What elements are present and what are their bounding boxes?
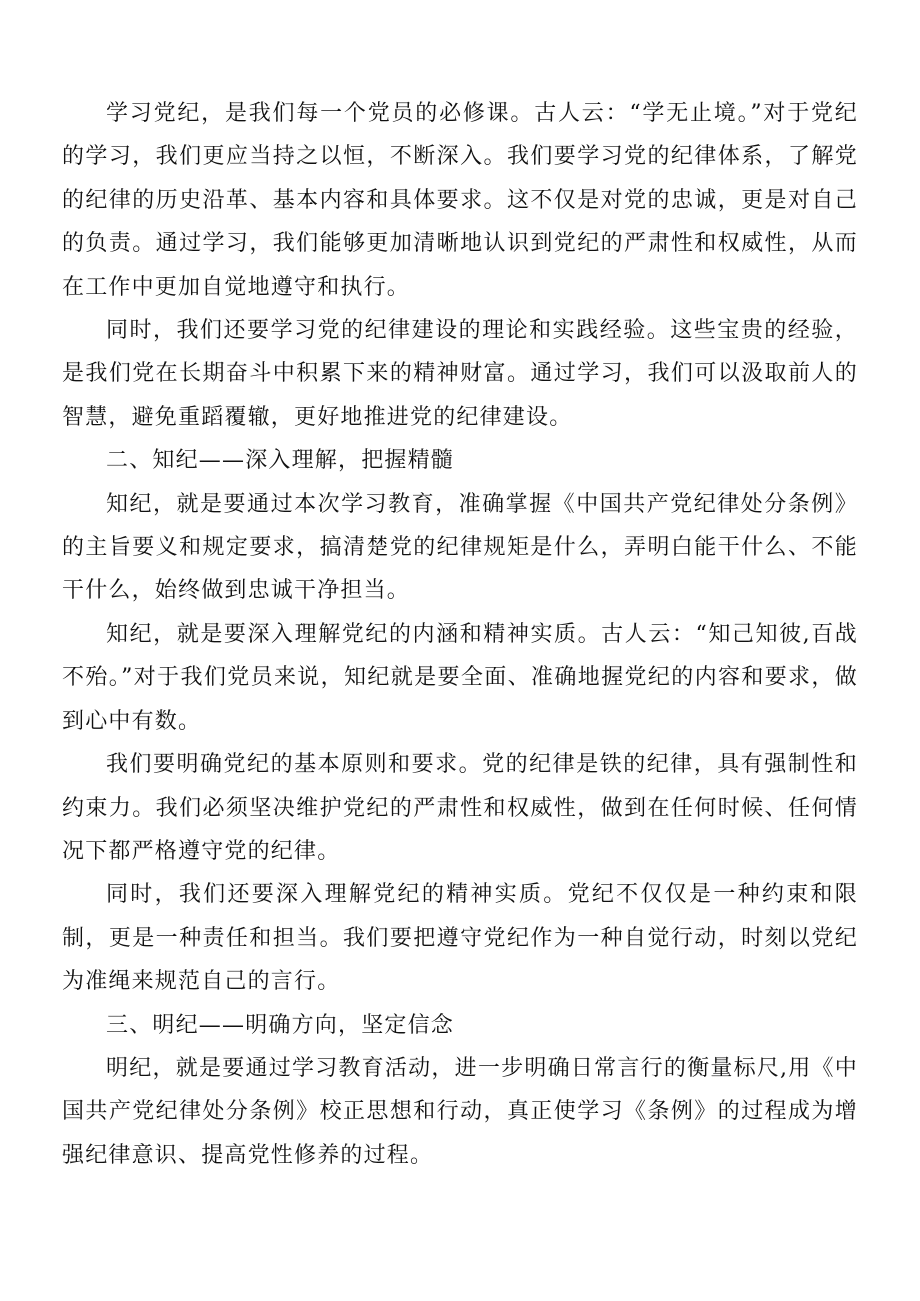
paragraph-know-discipline-regulations: 知纪，就是要通过本次学习教育，准确掌握《中国共产党纪律处分条例》的主旨要义和规定要求，搞清楚党的纪律规矩是什么，弄明白能干什么、不能干什么，始终做到忠诚干净担当。 bbox=[62, 491, 858, 604]
section-heading-clarify-discipline: 三、明纪——明确方向，坚定信念 bbox=[106, 1012, 455, 1038]
paragraph-discipline-experience: 同时，我们还要学习党的纪律建设的理论和实践经验。这些宝贵的经验，是我们党在长期奋斗中积累下来的精神财富。通过学习，我们可以汲取前人的智慧，避免重蹈覆辙，更好地推进党的纪律建设。 bbox=[62, 318, 858, 430]
paragraph-study-party-discipline: 学习党纪，是我们每一个党员的必修课。古人云：“学无止境。”对于党纪的学习，我们更应当持之以恒，不断深入。我们要学习党的纪律体系，了解党的纪律的历史沿革、基本内容和具体要求。这不仅是对党的忠诚，更是对自己的负责。通过学习，我们能够更加清晰地认识到党纪的严肃性和权威性，从而在工作中更加自觉地遵守和执行。 bbox=[62, 101, 858, 300]
paragraph-know-discipline-essence: 知纪，就是要深入理解党纪的内涵和精神实质。古人云：“知己知彼,百战不殆。”对于我们党员来说，知纪就是要全面、准确地握党纪的内容和要求，做到心中有数。 bbox=[62, 621, 858, 734]
paragraph-basic-principles: 我们要明确党纪的基本原则和要求。党的纪律是铁的纪律，具有强制性和约束力。我们必须坚决维护党纪的严肃性和权威性，做到在任何时候、任何情况下都严格遵守党的纪律。 bbox=[62, 752, 858, 864]
paragraph-clarify-discipline: 明纪，就是要通过学习教育活动，进一步明确日常言行的衡量标尺,用《中国共产党纪律处分条例》校正思想和行动，真正使学习《条例》的过程成为增强纪律意识、提高党性修养的过程。 bbox=[62, 1055, 858, 1168]
section-heading-know-discipline: 二、知纪——深入理解，把握精髓 bbox=[106, 448, 455, 474]
paragraph-spiritual-essence: 同时，我们还要深入理解党纪的精神实质。党纪不仅仅是一种约束和限制，更是一种责任和担当。我们要把遵守党纪作为一种自觉行动，时刻以党纪为准绳来规范自己的言行。 bbox=[62, 882, 858, 995]
